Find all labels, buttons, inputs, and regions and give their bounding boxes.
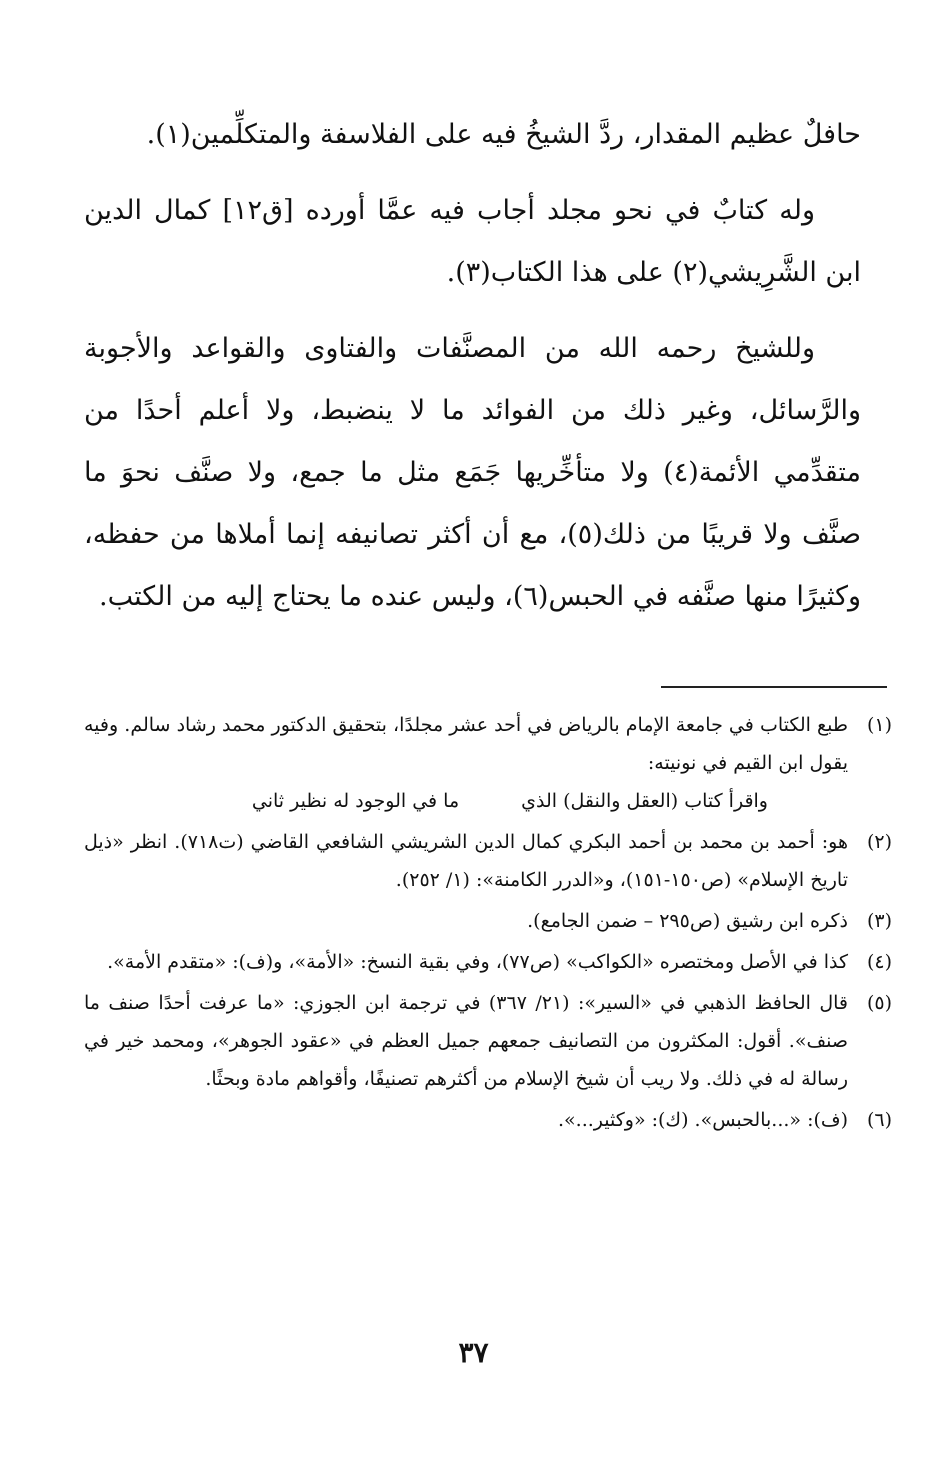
footnote-text: (ف): «...بالحبس». (ك): «وكثير...». (557, 1109, 848, 1131)
footnote-text: كذا في الأصل ومختصره «الكواكب» (ص٧٧)، وفي بقية النسخ: «الأمة»، و(ف): «متقدم الأمة». (107, 951, 848, 973)
footnote-3 (84, 902, 892, 940)
footnote-number: (٦) (866, 1109, 892, 1131)
paragraph-2: وله كتابٌ في نحو مجلد أجاب فيه عمَّا أورده [ق١٢] كمال الدين ابن الشَّرِيشي(٢) على هذا الكتاب(٣). (84, 195, 861, 288)
footnote-2 (84, 823, 892, 899)
footnote-divider (661, 686, 887, 688)
footnote-5 (84, 984, 892, 1098)
footnote-number: (٢) (866, 831, 892, 853)
footnote-text: ذكره ابن رشيق (ص٢٩٥ – ضمن الجامع). (527, 910, 848, 932)
verse-second-half: ما في الوجود له نظير ثاني (251, 790, 460, 812)
footnote-4 (84, 943, 892, 981)
footnote-number: (١) (866, 714, 892, 736)
footnote-text: قال الحافظ الذهبي في «السير»: (٢١/ ٣٦٧) في ترجمة ابن الجوزي: «ما عرفت أحدًا صنف ما صنف». أقول: المكثرون من التصانيف جمعهم جميل العظم في «عقود الجوهر»، ومحمد خير في رسالة له في ذلك. ولا ريب أن شيخ الإسلام من أكثرهم تصنيفًا، وأقواهم مادة وبحثًا. (84, 992, 848, 1090)
page-number: ٣٧ (458, 1336, 489, 1369)
main-text (84, 104, 861, 642)
footnote-6 (84, 1101, 892, 1139)
footnote-1 (84, 706, 892, 820)
footnote-number: (٤) (866, 951, 892, 973)
footnote-number: (٣) (866, 910, 892, 932)
poem-verse (84, 782, 848, 820)
verse-first-half: واقرأ كتاب (العقل والنقل) الذي (521, 790, 768, 812)
footnote-text: طبع الكتاب في جامعة الإمام بالرياض في أحد عشر مجلدًا، بتحقيق الدكتور محمد رشاد سالم. وفيه يقول ابن القيم في نونيته: (84, 714, 848, 774)
footnotes (84, 706, 892, 1142)
paragraph-3: وللشيخ رحمه الله من المصنَّفات والفتاوى والقواعد والأجوبة والرَّسائل، وغير ذلك من الفوائد ما لا ينضبط، ولا أعلم أحدًا من متقدِّمي الأئمة(٤) ولا متأخِّريها جَمَع مثل ما جمع، ولا صنَّف نحوَ ما صنَّف ولا قريبًا من ذلك(٥)، مع أن أكثر تصانيفه إنما أملاها من حفظه، وكثيرًا منها صنَّفه في الحبس(٦)، وليس عنده ما يحتاج إليه من الكتب. (84, 333, 862, 612)
paragraph-1: حافلٌ عظيم المقدار، ردَّ الشيخُ فيه على الفلاسفة والمتكلِّمين(١). (146, 119, 861, 150)
footnote-number: (٥) (866, 992, 892, 1014)
footnote-text: هو: أحمد بن محمد بن أحمد البكري كمال الدين الشريشي الشافعي القاضي (ت٧١٨). انظر «ذيل تاريخ الإسلام» (ص١٥٠-١٥١)، و«الدرر الكامنة»: (١/ ٢٥٢). (84, 831, 848, 891)
